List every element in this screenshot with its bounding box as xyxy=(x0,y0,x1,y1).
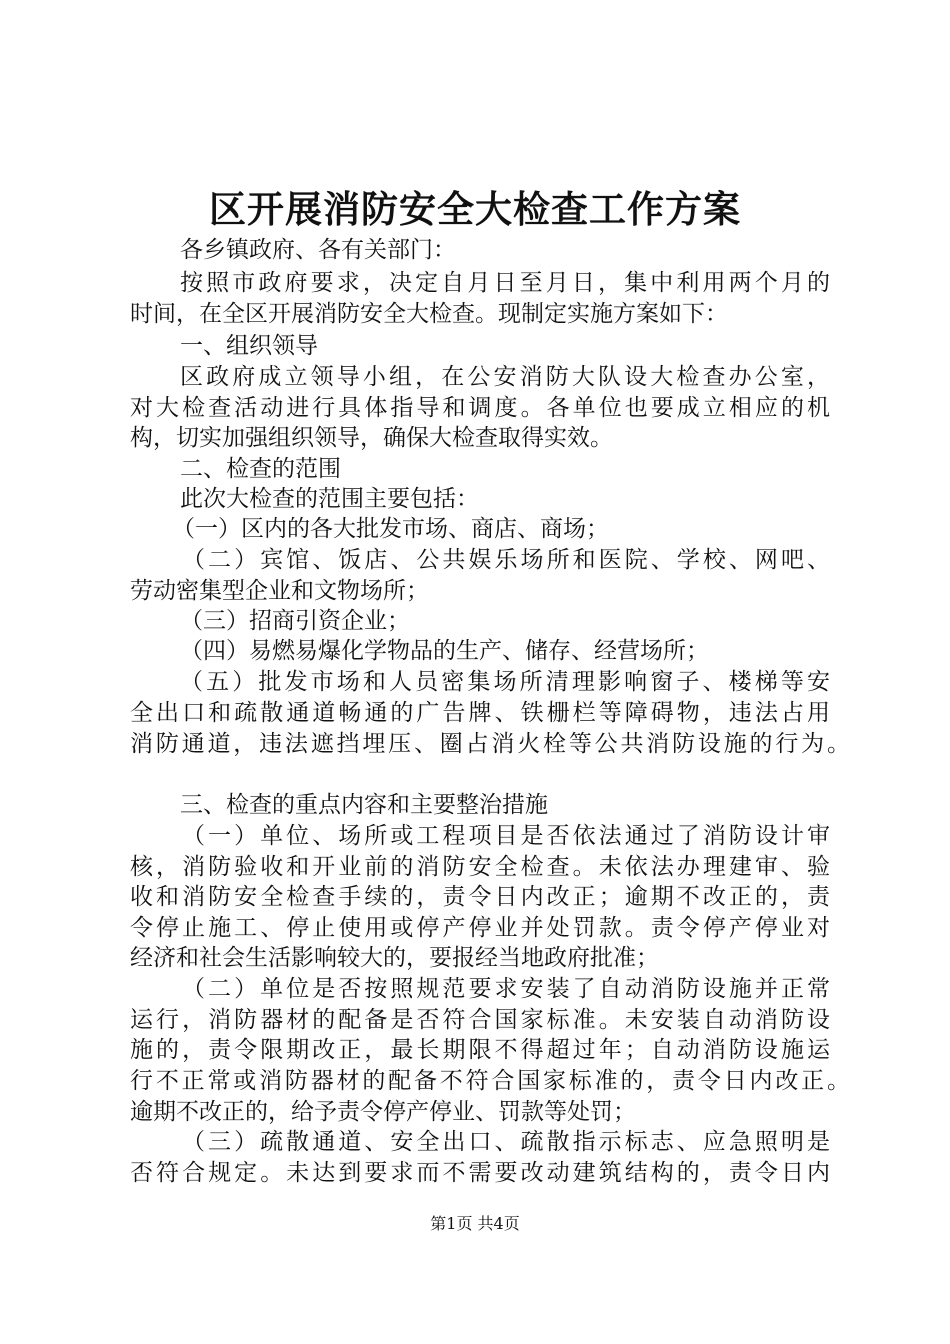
paragraph-line: 运行，消防器材的配备是否符合国家标准。未安装自动消防设 xyxy=(130,1007,830,1033)
paragraph-line: 劳动密集型企业和文物场所； xyxy=(130,578,429,604)
list-item: （二）单位是否按照规范要求安装了自动消防设施并正常 xyxy=(182,976,830,1002)
section-heading: 一、组织领导 xyxy=(180,333,318,359)
paragraph-line: 行不正常或消防器材的配备不符合国家标准的，责令日内改正。 xyxy=(130,1068,850,1094)
paragraph-line: 施的，责令限期改正，最长期限不得超过年；自动消防设施运 xyxy=(130,1037,830,1063)
document-title: 区开展消防安全大检查工作方案 xyxy=(209,187,741,231)
paragraph-line: 核，消防验收和开业前的消防安全检查。未依法办理建审、验 xyxy=(130,854,830,880)
paragraph-line: 区政府成立领导小组，在公安消防大队设大检查办公室， xyxy=(180,364,830,390)
paragraph-line: 逾期不改正的，给予责令停产停业、罚款等处罚； xyxy=(130,1099,636,1125)
list-item: （四）易燃易爆化学物品的生产、储存、经营场所； xyxy=(180,638,709,664)
list-item: （三）招商引资企业； xyxy=(180,608,410,634)
paragraph-line: 否符合规定。未达到要求而不需要改动建筑结构的，责令日内 xyxy=(130,1160,830,1186)
paragraph-line: 令停止施工、停止使用或停产停业并处罚款。责令停产停业对 xyxy=(130,915,830,941)
list-item: （二）宾馆、饭店、公共娱乐场所和医院、学校、网吧、 xyxy=(182,547,830,573)
paragraph-line: 此次大检查的范围主要包括： xyxy=(180,486,479,512)
paragraph-line: 经济和社会生活影响较大的，要报经当地政府批准； xyxy=(130,945,659,971)
section-heading: 二、检查的范围 xyxy=(180,456,341,482)
paragraph-line: 收和消防安全检查手续的，责令日内改正；逾期不改正的，责 xyxy=(130,884,830,910)
salutation: 各乡镇政府、各有关部门： xyxy=(180,237,456,263)
paragraph-line: 时间，在全区开展消防安全大检查。现制定实施方案如下： xyxy=(130,301,728,327)
list-item: （一）单位、场所或工程项目是否依法通过了消防设计审 xyxy=(182,823,830,849)
list-item: （五）批发市场和人员密集场所清理影响窗子、楼梯等安 xyxy=(180,669,830,695)
paragraph-line: 全出口和疏散通道畅通的广告牌、铁栅栏等障碍物，违法占用 xyxy=(130,700,830,726)
page-footer: 第1页 共4页 xyxy=(430,1214,520,1233)
paragraph-line: 构，切实加强组织领导，确保大检查取得实效。 xyxy=(130,425,613,451)
list-item: （三）疏散通道、安全出口、疏散指示标志、应急照明是 xyxy=(182,1129,830,1155)
section-heading: 三、检查的重点内容和主要整治措施 xyxy=(180,792,548,818)
paragraph-line: 对大检查活动进行具体指导和调度。各单位也要成立相应的机 xyxy=(130,395,830,421)
paragraph-line: 按照市政府要求，决定自月日至月日，集中利用两个月的 xyxy=(180,270,830,296)
paragraph-line: 消防通道，违法遮挡埋压、圈占消火栓等公共消防设施的行为。 xyxy=(130,731,850,757)
list-item: （一）区内的各大批发市场、商店、商场； xyxy=(172,516,609,542)
